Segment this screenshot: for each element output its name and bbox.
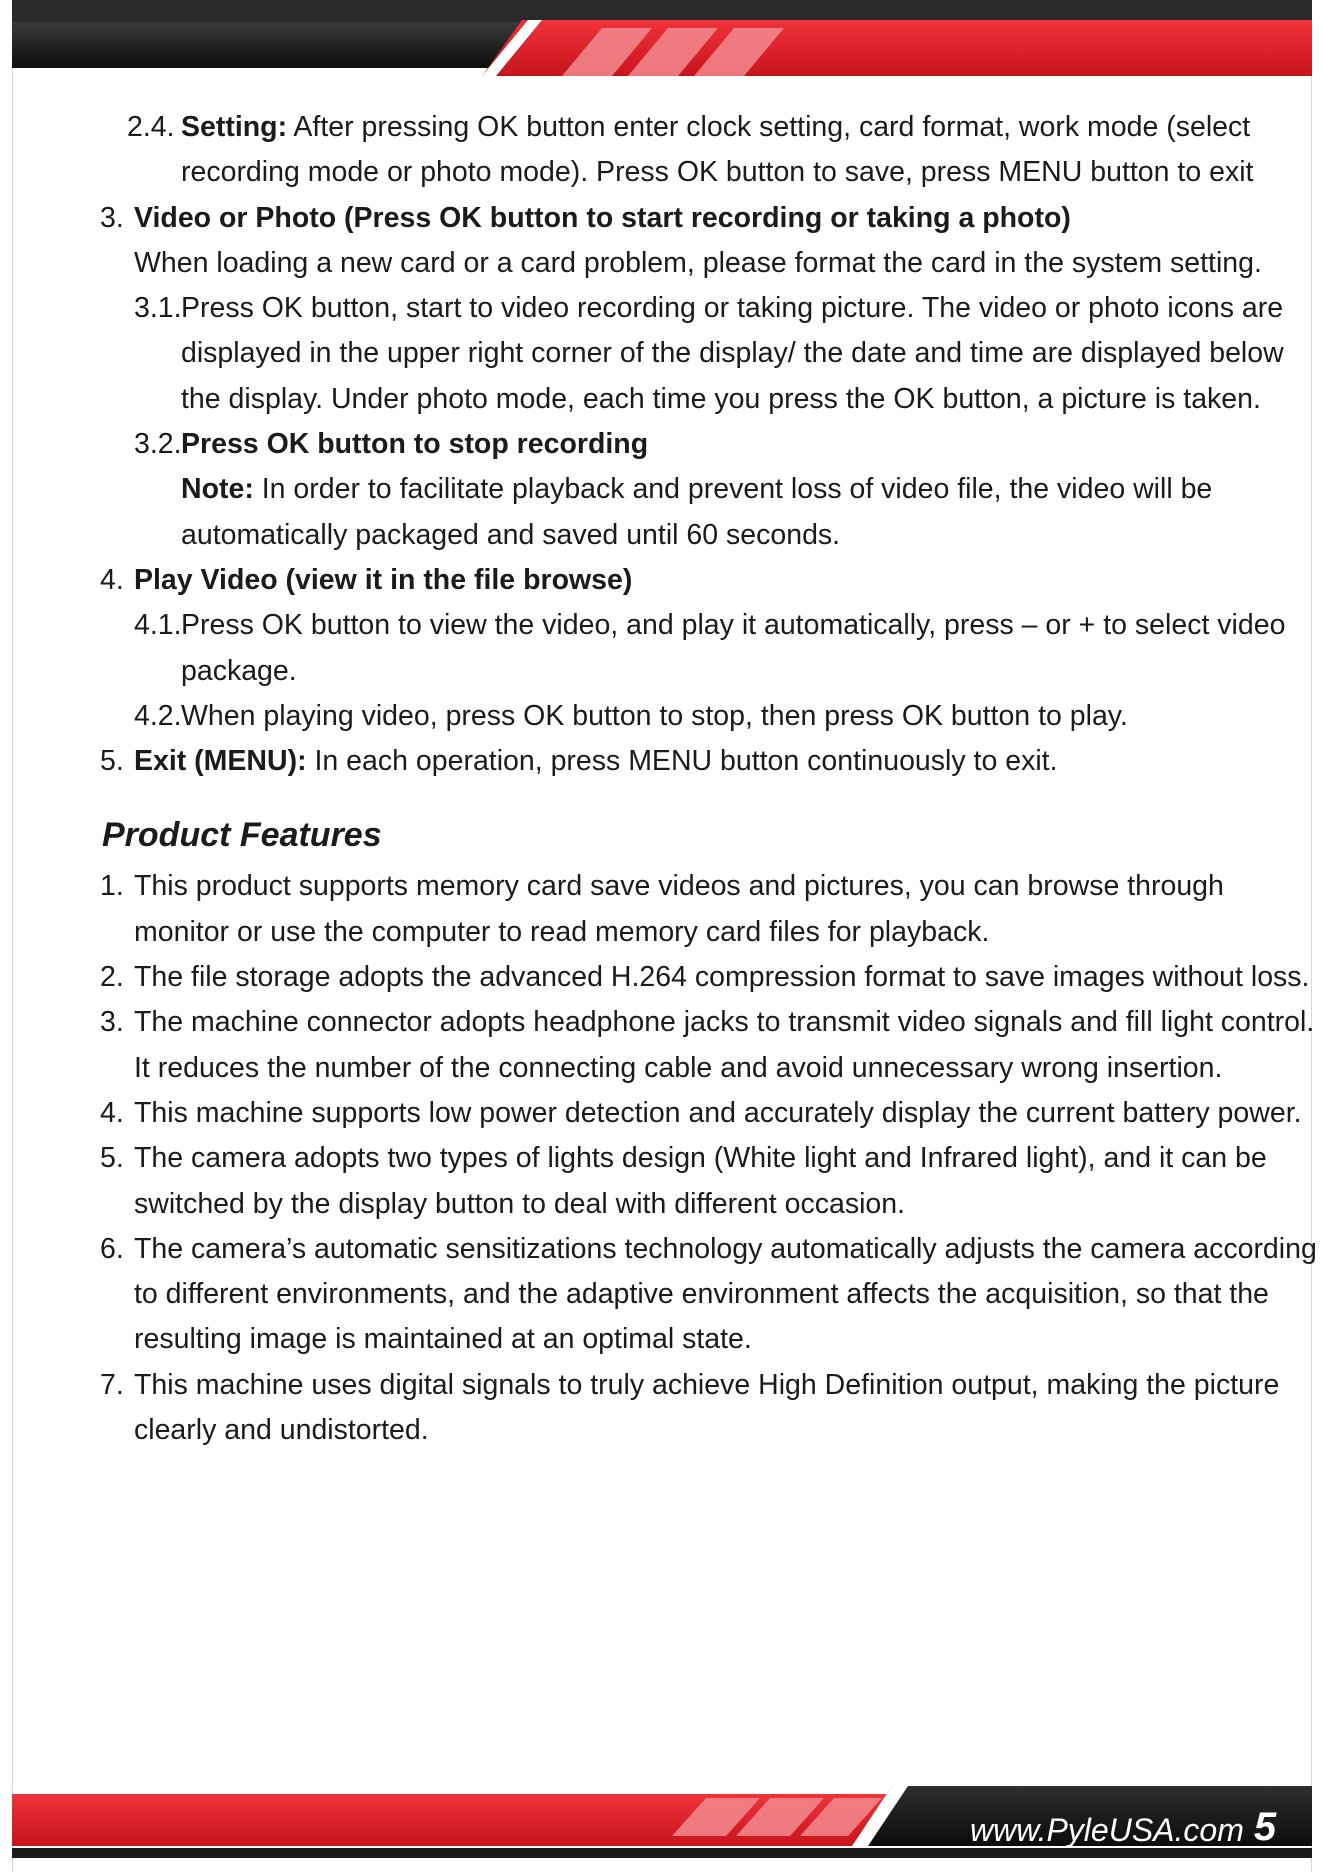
step-number: 5. [100,745,124,778]
step-4-1 [0,603,1324,694]
step-number: 4.2. [134,699,182,732]
step-number: 3.2. [134,428,182,461]
list-item [0,1136,1324,1227]
feature-text: The machine connector adopts headphone jacks to transmit video signals and fill light control. It reduces the number of the connecting cable and avoid unnecessary wrong insertion. [134,1006,1315,1084]
feature-number: 6. [100,1232,124,1265]
step-5 [0,739,1324,784]
step-3-1 [0,286,1324,422]
feature-text: This machine supports low power detection and accurately display the current battery power. [134,1096,1302,1129]
step-heading: Setting: [181,111,288,143]
step-3-2 [0,422,1324,467]
step-number: 3. [100,201,124,234]
manual-content [0,105,1324,1453]
step-heading: Play Video (view it in the file browse) [134,563,633,596]
feature-text: This machine uses digital signals to truly achieve High Definition output, making the picture clearly and undistorted. [134,1368,1280,1447]
features-list [0,864,1324,1453]
step-text: In each operation, press MENU button continuously to exit. [306,745,1058,778]
note-text: In order to facilitate playback and prevent loss of video file, the video will be automatically packaged and saved until 60 seconds. [181,473,1213,551]
step-number: 3.1. [134,292,182,325]
feature-number: 2. [100,961,124,994]
step-number: 4.1. [134,609,182,642]
feature-text: The camera’s automatic sensitizations technology automatically adjusts the camera according to different environments, and the adaptive environment affects the acquisition, so that the resulting image is maintained at an optimal state. [134,1232,1317,1356]
note [181,467,1324,558]
step-2-4 [0,105,1324,196]
step-3-description: When loading a new card or a card problem, please format the card in the system setting. [134,246,1262,279]
feature-number: 7. [100,1368,124,1401]
feature-number: 3. [100,1006,124,1039]
feature-number: 4. [100,1096,124,1129]
list-item [0,1363,1324,1454]
step-text: When playing video, press OK button to stop, then press OK button to play. [181,699,1128,732]
list-item [0,955,1324,1000]
step-4 [0,558,1324,603]
step-heading: Press OK button to stop recording [181,428,649,461]
list-item [0,1227,1324,1363]
list-item [0,864,1324,955]
section-title: Product Features [102,816,382,855]
step-text: Press OK button to view the video, and play it automatically, press – or + to select video package. [181,609,1286,687]
step-4-2 [0,694,1324,739]
page-number: 5 [1253,1805,1277,1849]
list-item [0,1000,1324,1091]
list-item [0,1091,1324,1136]
feature-number: 5. [100,1142,124,1175]
step-text: Press OK button, start to video recording or taking picture. The video or photo icons are displayed in the upper right corner of the display/ the date and time are displayed below the display. Under photo mode, each time you press the OK button, a picture is taken. [181,292,1284,415]
header-band [12,0,1312,80]
step-3 [0,196,1324,241]
step-heading: Video or Photo (Press OK button to start recording or taking a photo) [134,201,1071,234]
feature-text: The file storage adopts the advanced H.264 compression format to save images without loss. [134,961,1310,994]
step-number: 4. [100,563,124,596]
feature-text: The camera adopts two types of lights design (White light and Infrared light), and it can be switched by the display button to deal with different occasion. [134,1142,1267,1220]
step-heading: Exit (MENU): [134,745,307,778]
note-label: Note: [181,473,254,506]
feature-number: 1. [100,870,124,903]
step-number: 2.4. [127,111,175,143]
step-text: After pressing OK button enter clock setting, card format, work mode (select recording mode or photo mode). Press OK button to save, press MENU button to exit [181,111,1254,189]
footer-url: www.PyleUSA.com [970,1812,1244,1848]
feature-text: This product supports memory card save videos and pictures, you can browse through monitor or use the computer to read memory card files for playback. [134,870,1224,948]
